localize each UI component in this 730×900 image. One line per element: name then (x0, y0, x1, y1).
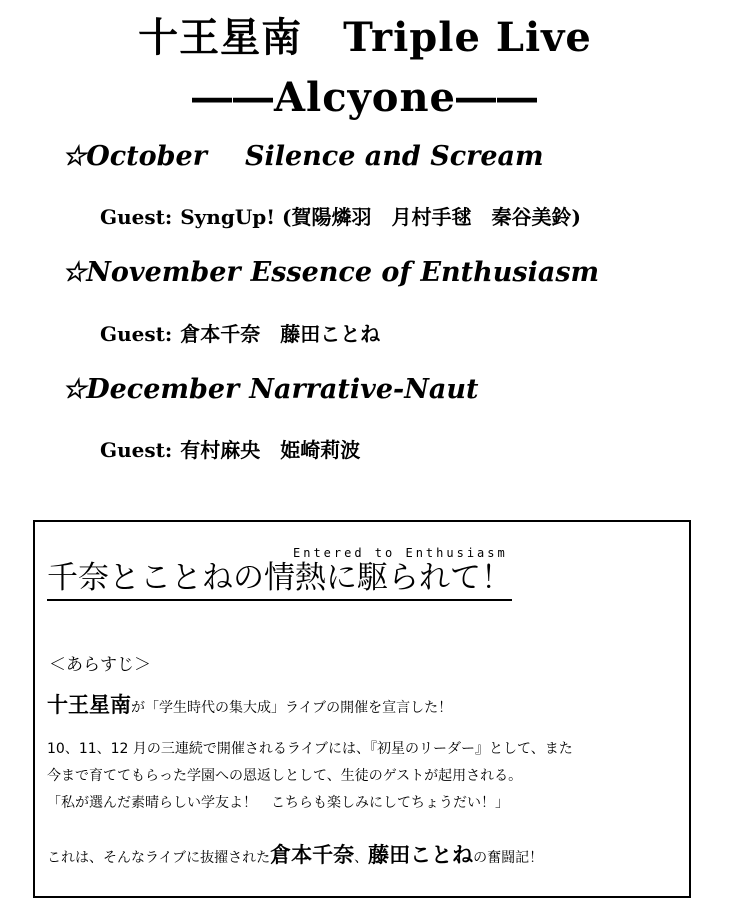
guest-label: Guest: (100, 205, 173, 229)
p1-text: が「学生時代の集大成」ライブの開催を宣言した！ (131, 700, 453, 716)
name-seinan: 十王星南 (47, 693, 131, 717)
story-subtitle: Entered to Enthusiasm (293, 546, 508, 560)
event-december (62, 373, 478, 407)
main-subtitle: ――Alcyone―― (191, 74, 539, 121)
name-kotone: 藤田ことね (368, 843, 474, 867)
story-paragraph-2 (47, 736, 573, 817)
name-china: 倉本千奈 (270, 843, 355, 867)
story-paragraph-3 (47, 841, 543, 872)
star-icon: ☆ (62, 141, 87, 172)
event-month: November (86, 257, 241, 288)
p3-sep: 、 (354, 850, 369, 866)
event-october-guests (100, 204, 581, 230)
event-name: Silence and Scream (244, 141, 544, 172)
event-october (62, 140, 544, 174)
event-month: December (86, 374, 240, 405)
p2-line: 「私が選んだ素晴らしい学友よ！ こちらも楽しみにしてちょうだい！」 (47, 795, 509, 811)
story-paragraph-1 (47, 692, 452, 721)
guest-names: 倉本千奈 藤田ことね (180, 322, 381, 346)
star-icon: ☆ (62, 374, 87, 405)
p2-line: 今まで育ててもらった学園への恩返しとして、生徒のゲストが起用される。 (47, 768, 523, 784)
story-box (33, 520, 691, 898)
event-december-guests (100, 437, 360, 463)
p3-suffix: の奮闘記！ (473, 850, 544, 866)
event-november-guests (100, 321, 380, 347)
main-title: 十王星南 Triple Live (138, 14, 592, 61)
event-month: October (86, 141, 207, 172)
event-november (62, 256, 599, 290)
story-headline: 千奈とことねの情熱に駆られて！ (47, 558, 512, 601)
star-icon: ☆ (62, 257, 87, 288)
event-name: Essence of Enthusiasm (250, 257, 600, 288)
guest-names: SyngUp! (賀陽燐羽 月村手毬 秦谷美鈴) (180, 205, 581, 229)
p3-prefix: これは、そんなライブに抜擢された (47, 850, 271, 866)
synopsis-label: ＜あらすじ＞ (49, 655, 151, 675)
guest-label: Guest: (100, 438, 173, 462)
guest-label: Guest: (100, 322, 173, 346)
p2-line: 10、11、12 月の三連続で開催されるライブには、『初星のリーダー』として、また (47, 741, 573, 757)
event-name: Narrative-Naut (249, 374, 479, 405)
guest-names: 有村麻央 姫崎莉波 (180, 438, 361, 462)
